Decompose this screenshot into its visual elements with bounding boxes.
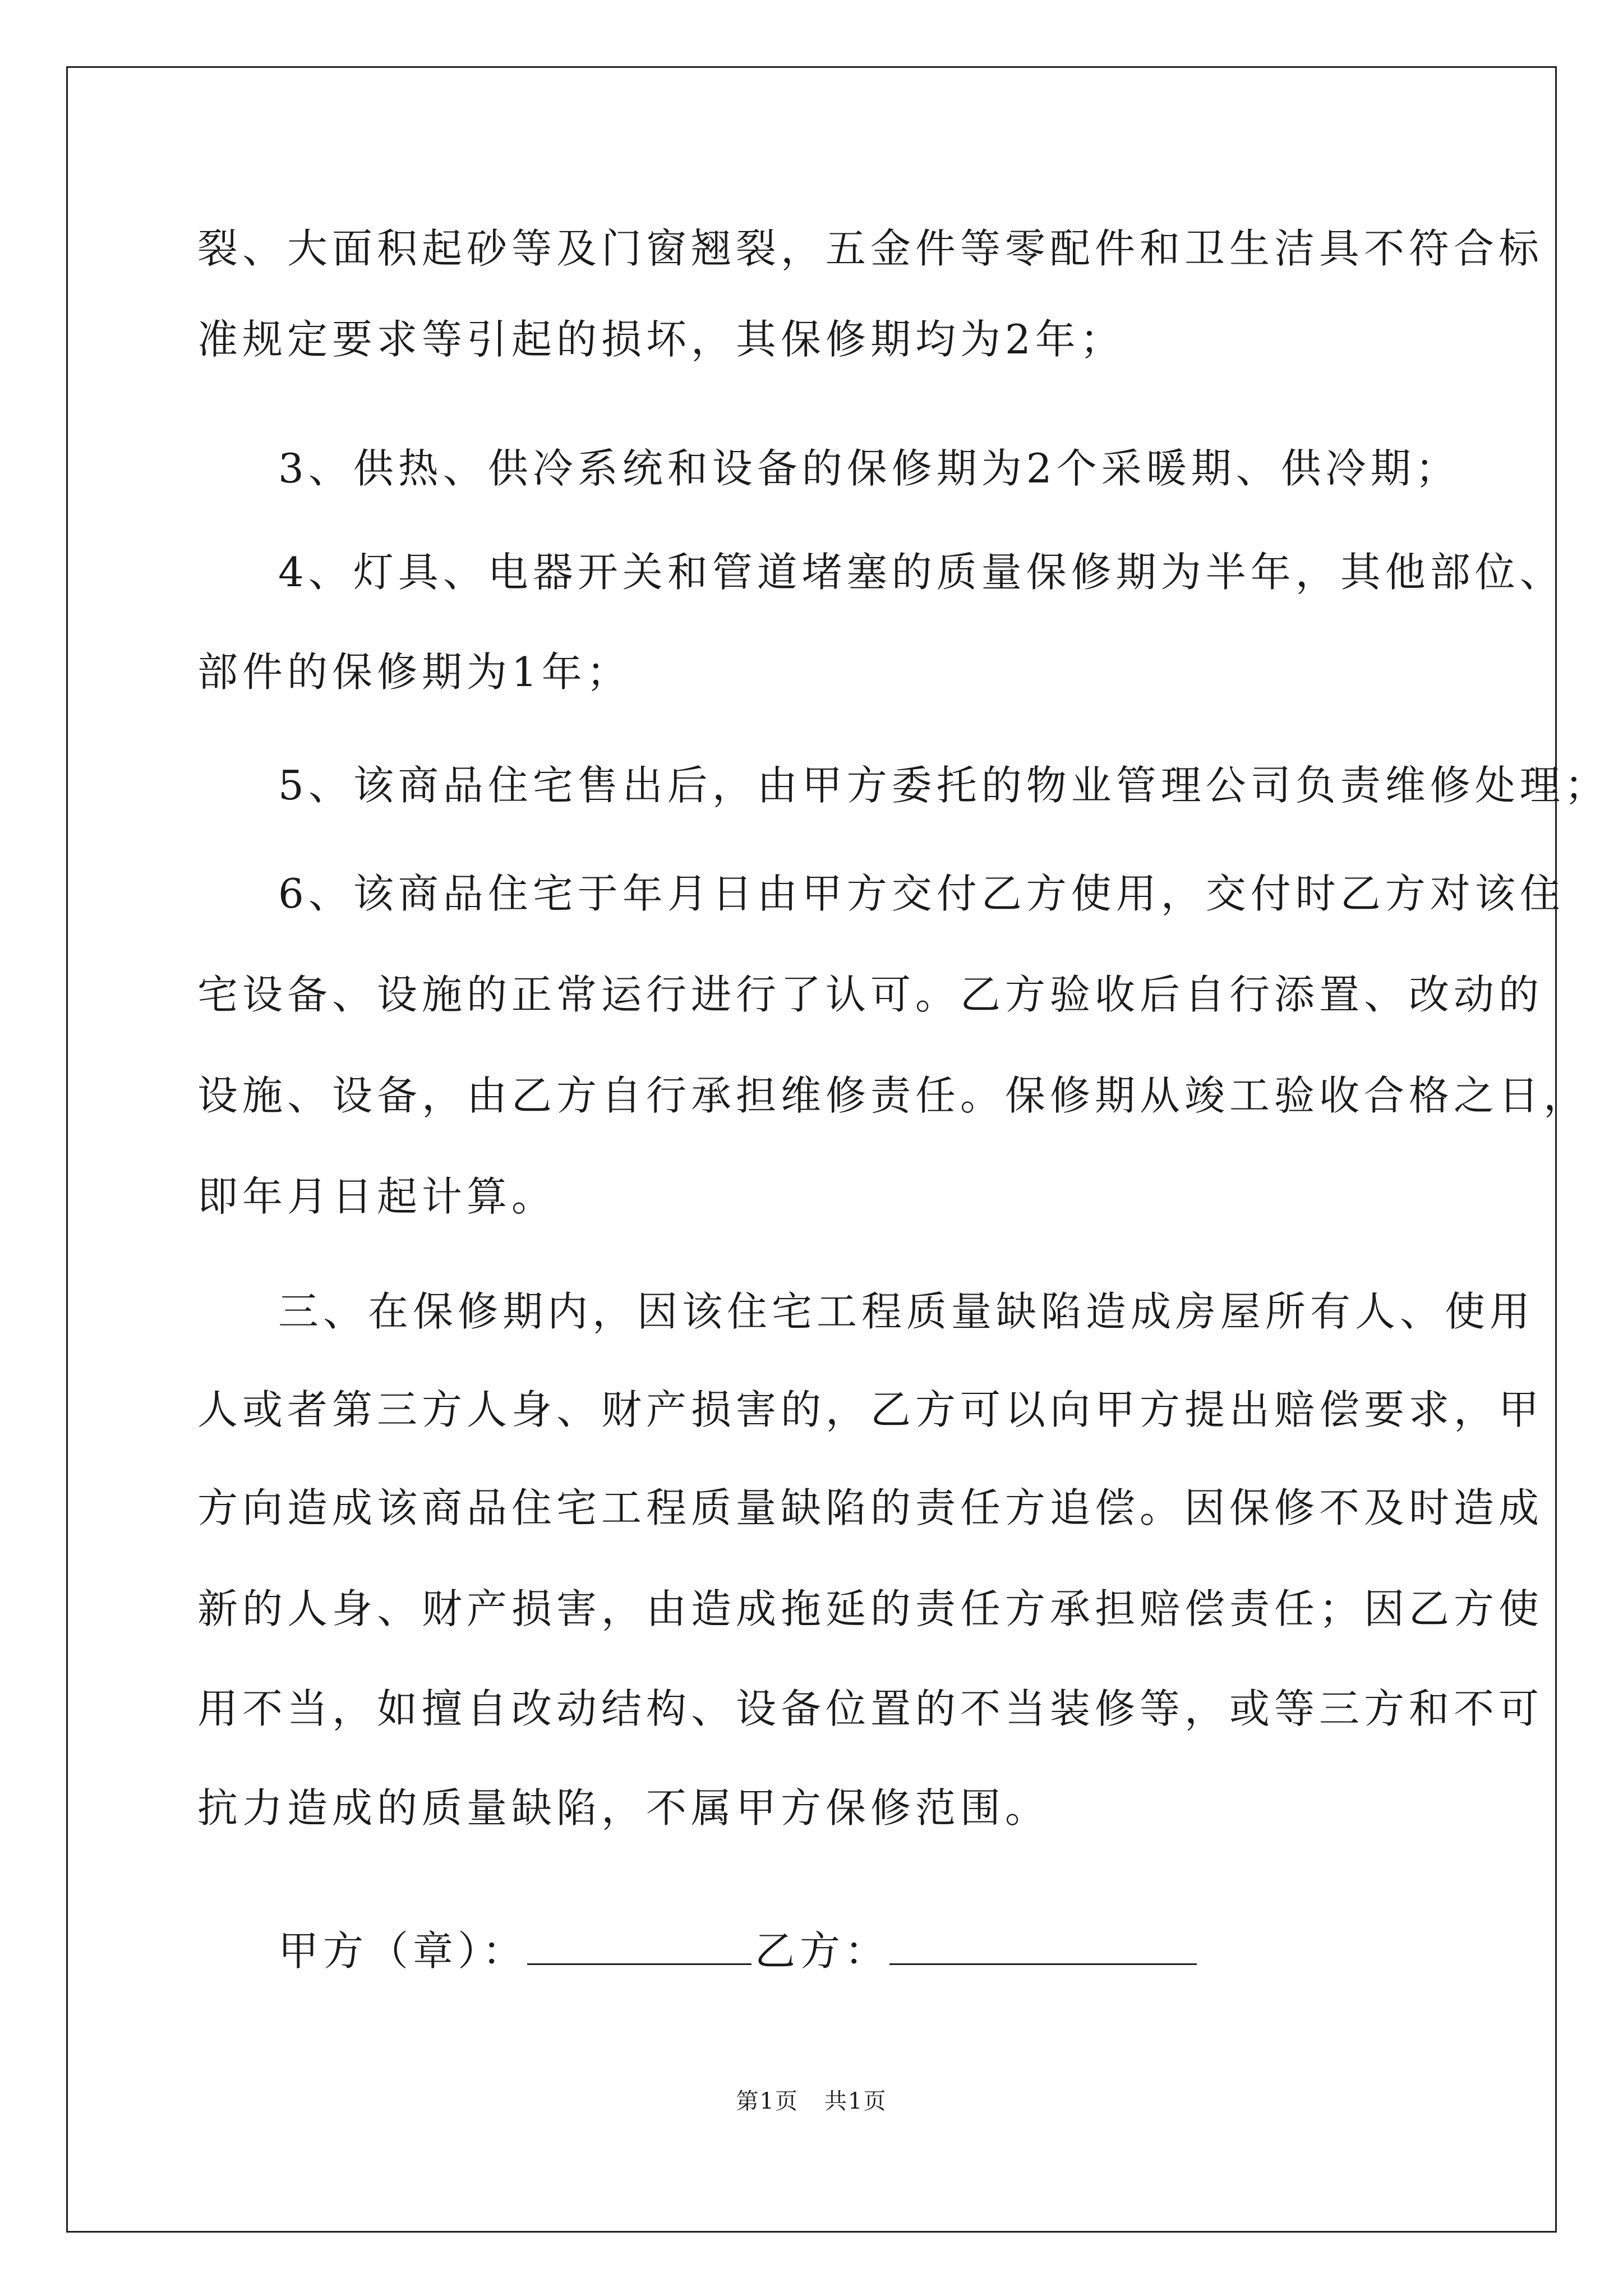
page-footer xyxy=(0,2086,1623,2117)
paragraph-line: 新的人身、财产损害，由造成拖延的责任方承担赔偿责任；因乙方使 xyxy=(197,1585,1544,1632)
paragraph-line: 4、灯具、电器开关和管道堵塞的质量保修期为半年，其他部位、 xyxy=(278,549,1565,596)
signature-row xyxy=(278,1924,1197,1978)
paragraph-line: 抗力造成的质量缺陷，不属甲方保修范围。 xyxy=(197,1784,1050,1832)
paragraph-line: 设施、设备，由乙方自行承担维修责任。保修期从竣工验收合格之日， xyxy=(197,1072,1589,1119)
paragraph-line: 用不当，如擅自改动结构、设备位置的不当装修等，或等三方和不可 xyxy=(197,1685,1544,1732)
paragraph-line: 准规定要求等引起的损坏，其保修期均为2年； xyxy=(197,316,1125,363)
page-border xyxy=(66,66,1610,2233)
paragraph-line: 5、该商品住宅售出后，由甲方委托的物业管理公司负责维修处理； xyxy=(278,762,1610,809)
party-b-signature-blank xyxy=(889,1929,1197,1965)
paragraph-line: 6、该商品住宅于年月日由甲方交付乙方使用，交付时乙方对该住 xyxy=(278,870,1565,917)
paragraph-line: 裂、大面积起砂等及门窗翘裂，五金件等零配件和卫生洁具不符合标 xyxy=(197,225,1544,272)
paragraph-line: 宅设备、设施的正常运行进行了认可。乙方验收后自行添置、改动的 xyxy=(197,971,1544,1018)
paragraph-line: 3、供热、供冷系统和设备的保修期为2个采暖期、供冷期； xyxy=(278,445,1460,492)
page-number-current: 第1页 xyxy=(736,2088,799,2114)
party-b-label: 乙方： xyxy=(755,1927,890,1975)
party-a-signature-blank xyxy=(527,1929,751,1965)
paragraph-line: 即年月日起计算。 xyxy=(197,1173,557,1220)
paragraph-line: 人或者第三方人身、财产损害的，乙方可以向甲方提出赔偿要求，甲 xyxy=(197,1386,1544,1433)
paragraph-line: 三、在保修期内，因该住宅工程质量缺陷造成房屋所有人、使用 xyxy=(278,1288,1535,1335)
paragraph-line: 部件的保修期为1年； xyxy=(197,648,631,696)
page-number-total: 共1页 xyxy=(824,2088,887,2114)
party-a-label: 甲方（章）： xyxy=(278,1927,528,1975)
paragraph-line: 方向造成该商品住宅工程质量缺陷的责任方追偿。因保修不及时造成 xyxy=(197,1484,1544,1531)
